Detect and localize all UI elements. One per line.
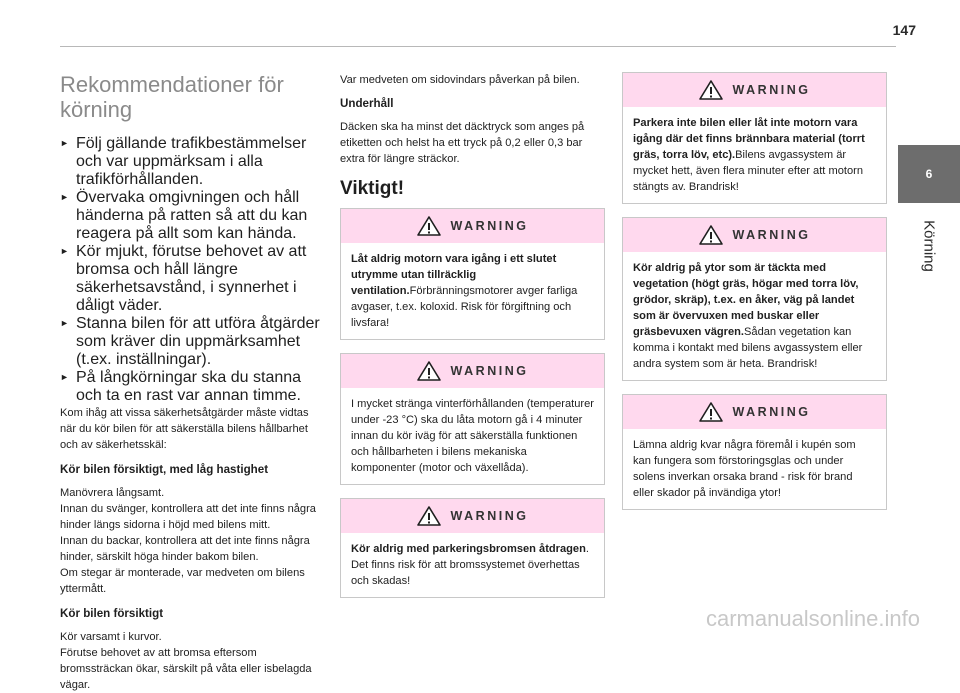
header-divider	[60, 46, 896, 47]
heading-maintenance: Underhåll	[340, 97, 394, 110]
page-number: 147	[892, 22, 916, 38]
heading-careful: Kör bilen försiktigt	[60, 607, 164, 620]
remember-text: Kom ihåg att vissa säkerhetsåtgärder måste vidtas när du kör bilen för att säkerställa bilens hållbarhet och av säkerhetsskäl:	[60, 407, 309, 451]
warning-triangle-icon	[699, 225, 723, 245]
warning-body	[341, 533, 604, 597]
warning-title: WARNING	[450, 364, 529, 378]
warning-text: . Det finns risk för att bromssystemet överhettas och skadas!	[351, 543, 589, 587]
warning-title: WARNING	[450, 219, 529, 233]
heading-low-speed: Kör bilen försiktigt, med låg hastighet	[60, 463, 269, 476]
warning-body	[341, 388, 604, 484]
bullet-arrow-icon: ►	[60, 318, 69, 328]
bullet-arrow-icon: ►	[60, 372, 69, 382]
warning-triangle-icon	[417, 506, 441, 526]
warning-box	[340, 208, 605, 340]
warning-body	[623, 429, 886, 509]
bullet-arrow-icon: ►	[60, 246, 69, 256]
warning-header	[623, 73, 886, 107]
warning-header	[341, 354, 604, 388]
chapter-label: Körning	[920, 220, 938, 272]
warning-list-right	[622, 72, 887, 510]
warning-triangle-icon	[699, 402, 723, 422]
warning-text: Förbränningsmotorer avger farliga avgaser, t.ex. koloxid. Risk för förgiftning och livsfara!	[351, 285, 578, 329]
warning-emphasis: Låt aldrig motorn vara igång i ett slutet utrymme utan tillräcklig ventilation.	[351, 253, 557, 297]
warning-triangle-icon	[417, 216, 441, 236]
warning-text: I mycket stränga vinterförhållanden (temperaturer under -23 °C) ska du låta motorn gå i 4 minuter innan du kör iväg för att säkerställa funktionen och hållbarheten i bilens mekaniska komponenter (motor och växellåda).	[351, 398, 594, 474]
recommendation-item	[60, 189, 322, 243]
warning-title: WARNING	[732, 228, 811, 242]
warning-header	[623, 218, 886, 252]
warning-title: WARNING	[450, 509, 529, 523]
warning-text: Bilens avgassystem är mycket hett, även flera minuter efter att motorn stängts av. Brandrisk!	[633, 149, 863, 193]
column-right	[622, 72, 887, 523]
warning-box	[622, 72, 887, 204]
section-title: Rekommendationer för körning	[60, 72, 284, 122]
crosswind-text: Var medveten om sidovindars påverkan på bilen.	[340, 74, 580, 86]
recommendation-list	[60, 135, 322, 405]
warning-body	[623, 252, 886, 380]
recommendation-item	[60, 315, 322, 369]
heading-important: Viktigt!	[340, 178, 405, 199]
warning-title: WARNING	[732, 83, 811, 97]
warning-list-middle	[340, 208, 605, 598]
warning-text: Sådan vegetation kan komma i kontakt med bilens avgassystem eller andra system som är heta. Brandrisk!	[633, 326, 863, 370]
watermark: carmanualsonline.info	[705, 606, 920, 631]
recommendation-text: Följ gällande trafikbestämmelser och var uppmärksam i alla trafikförhållanden.	[76, 135, 307, 188]
careful-text: Kör varsamt i kurvor. Förutse behovet av att bromsa eftersom bromssträckan ökar, särskilt på våta eller isbelagda vägar.	[60, 631, 312, 691]
warning-triangle-icon	[417, 361, 441, 381]
recommendation-text: Stanna bilen för att utföra åtgärder som kräver din uppmärksamhet (t.ex. inställningar).	[76, 315, 320, 368]
bullet-arrow-icon: ►	[60, 192, 69, 202]
warning-box	[622, 217, 887, 381]
warning-box	[622, 394, 887, 510]
column-left	[60, 72, 322, 693]
recommendation-text: Kör mjukt, förutse behovet av att bromsa och håll längre säkerhetsavstånd, i synnerhet i dåligt väder.	[76, 243, 307, 314]
low-speed-text: Manövrera långsamt. Innan du svänger, kontrollera att det inte finns några hinder längs sidorna i höjd med bilens mitt. Innan du backar, kontrollera att det inte finns några hinder, särskilt höga hinder bakom bilen. Om stegar är monterade, var medveten om bilens yttermått.	[60, 487, 316, 595]
recommendation-text: Övervaka omgivningen och håll händerna på ratten så att du kan reagera på allt som kan hända.	[76, 189, 308, 242]
warning-header	[341, 209, 604, 243]
recommendation-text: På långkörningar ska du stanna och ta en rast var annan timme.	[76, 369, 302, 404]
warning-box	[340, 353, 605, 485]
chapter-label-wrap	[898, 218, 960, 278]
warning-emphasis: Parkera inte bilen eller låt inte motorn vara igång där det finns brännbara material (torrt gräs, torra löv, etc).	[633, 117, 865, 161]
warning-header	[341, 499, 604, 533]
warning-text: Lämna aldrig kvar några föremål i kupén som kan fungera som förstoringsglas och under solens inverkan orsaka brand - risk för brand eller skador på invändiga ytor!	[633, 439, 856, 499]
warning-triangle-icon	[699, 80, 723, 100]
warning-emphasis: Kör aldrig på ytor som är täckta med vegetation (högt gräs, högar med torra löv, grödor, skräp), t.ex. en åker, väg på landet som är övervuxen med buskar eller gräsbevuxen vägren.	[633, 262, 859, 338]
warning-header	[623, 395, 886, 429]
warning-box	[340, 498, 605, 598]
warning-emphasis: Kör aldrig med parkeringsbromsen åtdragen	[351, 543, 586, 555]
warning-body	[623, 107, 886, 203]
maintenance-text: Däcken ska ha minst det däcktryck som anges på etiketten och helst ha ett tryck på 0,2 eller 0,3 bar extra för längre sträckor.	[340, 121, 585, 165]
chapter-tab[interactable]: 6	[898, 145, 960, 203]
recommendation-item	[60, 369, 322, 405]
column-middle	[340, 72, 605, 611]
recommendation-item	[60, 243, 322, 315]
recommendation-item	[60, 135, 322, 189]
warning-body	[341, 243, 604, 339]
warning-title: WARNING	[732, 405, 811, 419]
bullet-arrow-icon: ►	[60, 138, 69, 148]
